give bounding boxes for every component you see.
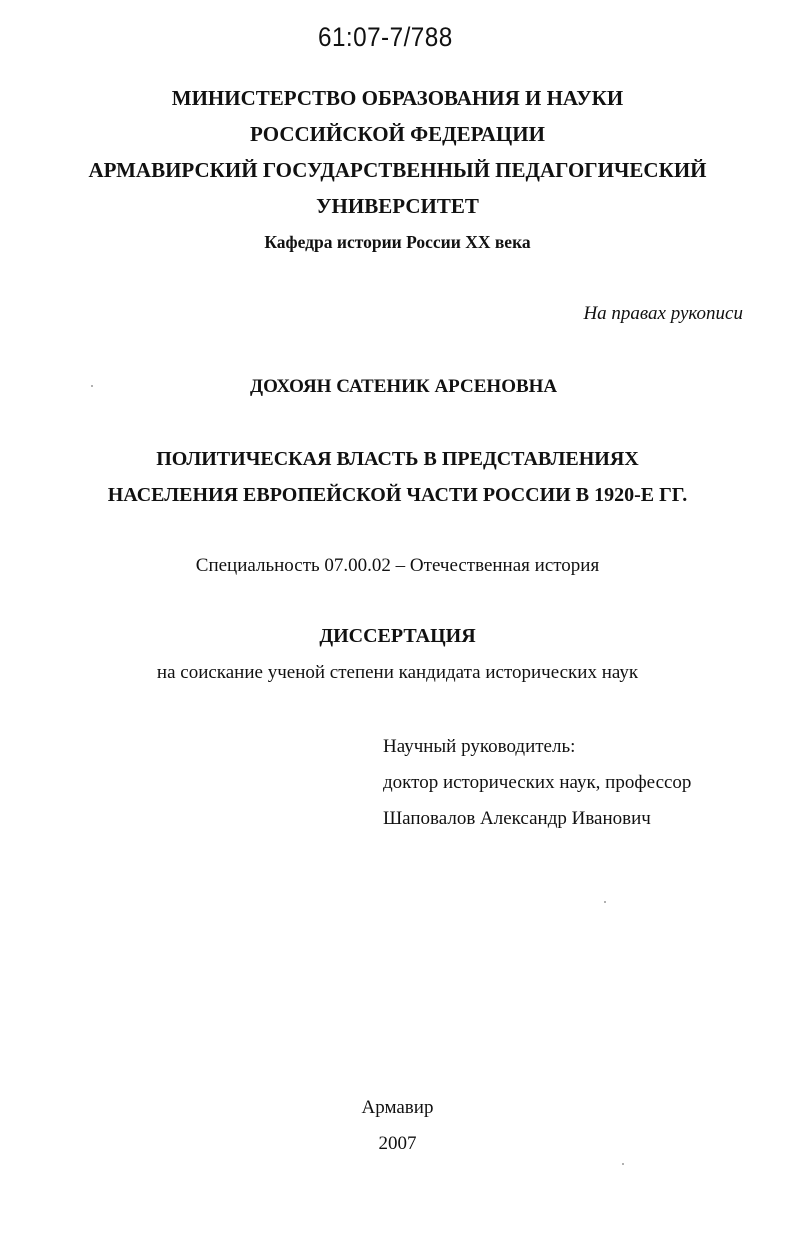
scan-speck xyxy=(622,1163,624,1165)
manuscript-rights-note: На правах рукописи xyxy=(583,303,743,324)
university-line-2: УНИВЕРСИТЕТ xyxy=(316,194,479,218)
dissertation-title-line-1: ПОЛИТИЧЕСКАЯ ВЛАСТЬ В ПРЕДСТАВЛЕНИЯХ xyxy=(156,448,639,470)
university-line-1: АРМАВИРСКИЙ ГОСУДАРСТВЕННЫЙ ПЕДАГОГИЧЕСКИЙ xyxy=(88,158,707,182)
ministry-line-1: МИНИСТЕРСТВО ОБРАЗОВАНИЯ И НАУКИ xyxy=(171,86,624,110)
specialty-line: Специальность 07.00.02 – Отечественная история xyxy=(195,555,600,576)
work-type-heading: ДИССЕРТАЦИЯ xyxy=(319,625,476,647)
author-name: ДОХОЯН САТЕНИК АРСЕНОВНА xyxy=(250,376,558,397)
department-name: Кафедра истории России XX века xyxy=(264,232,531,252)
advisor-name: Шаповалов Александр Иванович xyxy=(383,808,651,829)
scan-speck xyxy=(91,385,93,387)
scan-speck xyxy=(604,901,606,903)
degree-line: на соискание ученой степени кандидата исторических наук xyxy=(156,662,639,683)
catalog-stamp-number: 61:07-7/788 xyxy=(318,22,453,52)
advisor-label: Научный руководитель: xyxy=(383,736,576,757)
advisor-title: доктор исторических наук, профессор xyxy=(383,772,692,793)
city: Армавир xyxy=(361,1097,434,1118)
year: 2007 xyxy=(378,1133,417,1154)
ministry-line-2: РОССИЙСКОЙ ФЕДЕРАЦИИ xyxy=(250,122,545,146)
dissertation-title-line-2: НАСЕЛЕНИЯ ЕВРОПЕЙСКОЙ ЧАСТИ РОССИИ В 1920-Е ГГ. xyxy=(107,484,688,506)
